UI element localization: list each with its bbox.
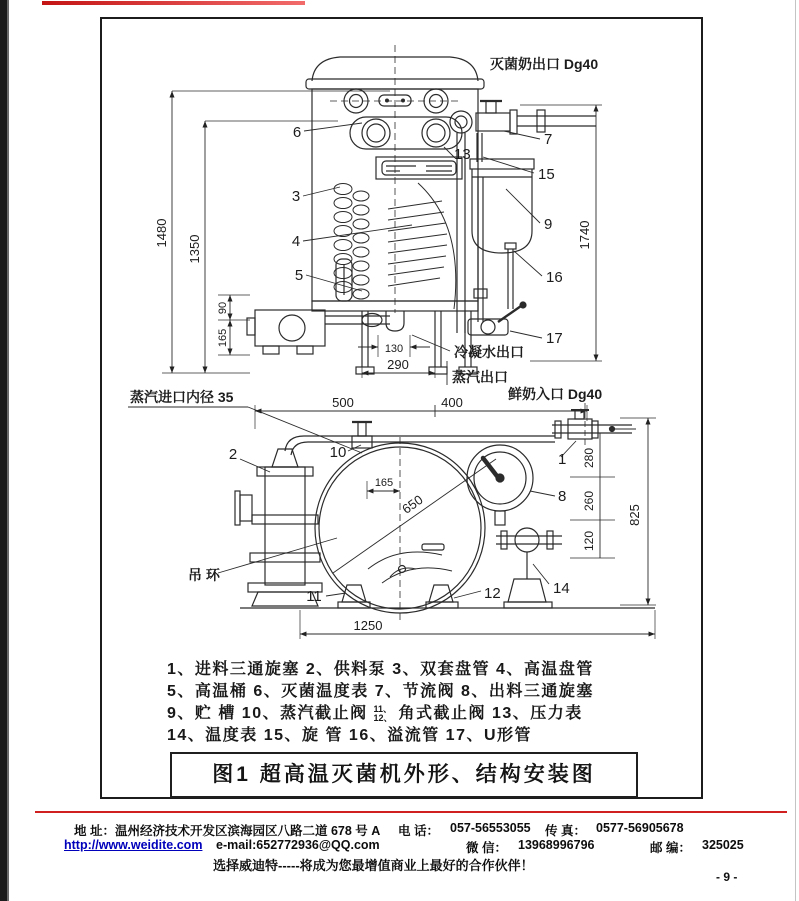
footer-wechat-label: 微 信： [466, 841, 507, 855]
dim-650: 650 [399, 491, 426, 517]
scan-left-strip-edge [7, 0, 9, 901]
part-6: 6 [292, 124, 302, 141]
part-9: 9 [544, 216, 553, 233]
parts-list-line4: 14、温度表 15、旋 管 16、溢流管 17、U形管 [167, 727, 533, 744]
red-highlight-line-top [42, 1, 305, 5]
drum-feet [240, 585, 655, 608]
dim-120: 120 [582, 530, 596, 552]
part-12: 12 [484, 585, 501, 602]
scan-left-strip [0, 0, 7, 901]
footer-zip-value: 325025 [702, 838, 744, 852]
part-16: 16 [546, 269, 563, 286]
part-1: 1 [558, 451, 567, 468]
dim-260: 260 [582, 490, 596, 512]
inner-tube [336, 259, 352, 301]
part-10: 10 [329, 444, 347, 461]
dim-1250: 1250 [353, 618, 383, 633]
figure-caption: 图1 超高温灭菌机外形、结构安装图 [212, 763, 596, 786]
upper-view [154, 45, 602, 385]
dim-1480: 1480 [154, 218, 169, 248]
label-steam-inlet: 蒸汽进口内径 35 [130, 389, 234, 405]
footer-address: 地 址：温州经济技术开发区滨海园区八路二道 678 号 A [74, 824, 381, 838]
dim-165-upper: 165 [217, 328, 229, 348]
drum-front [315, 437, 496, 623]
parts-list-line1: 1、进料三通旋塞 2、供料泵 3、双套盘管 4、高温盘管 [167, 661, 594, 678]
high-temp-coil [388, 183, 456, 309]
label-lifting-ring: 吊 环 [188, 567, 220, 583]
dim-825: 825 [627, 504, 642, 526]
dim-165-lower: 165 [374, 477, 394, 489]
label-steam-outlet: 蒸汽出口 [452, 369, 508, 385]
technical-diagram [100, 17, 699, 657]
dim-90: 90 [217, 301, 229, 315]
u-pipe-valve [468, 302, 526, 335]
supply-pump [235, 449, 322, 606]
part-15: 15 [538, 166, 555, 183]
dim-400: 400 [441, 395, 463, 410]
footer-fax-label: 传 真： [545, 824, 586, 838]
stacked-11-12: 11、 12、 [373, 703, 393, 723]
part-17: 17 [546, 330, 563, 347]
storage-vessel [470, 159, 534, 322]
dim-280: 280 [582, 447, 596, 469]
part-2: 2 [228, 446, 238, 463]
footer-slogan: 选择威迪特-----将成为您最增值商业上最好的合作伙伴！ [213, 858, 534, 873]
part-5: 5 [294, 267, 304, 284]
nameplate [376, 157, 462, 179]
footer-zip-label: 邮 编： [650, 841, 691, 855]
part-13: 13 [454, 146, 471, 163]
label-fresh-milk-inlet: 鲜奶入口 Dg40 [508, 386, 603, 402]
figure-caption-box [170, 752, 638, 798]
label-sterilized-milk-outlet: 灭菌奶出口 Dg40 [490, 56, 599, 72]
pressure-gauge [467, 445, 533, 525]
part-8: 8 [558, 488, 567, 505]
dim-1740: 1740 [577, 220, 592, 250]
dim-500: 500 [332, 395, 354, 410]
parts-list [167, 659, 652, 747]
footer-fax-value: 0577-56905678 [596, 821, 684, 835]
inlet-valve [552, 403, 636, 447]
footer-phone-label: 电 话： [398, 824, 439, 838]
lower-dimensions [300, 418, 656, 639]
footer-website-link[interactable]: http://www.weidite.com [64, 838, 203, 852]
part-3: 3 [291, 188, 301, 205]
scan-right-edge [795, 0, 796, 901]
dim-1350: 1350 [187, 234, 202, 264]
footer-email: e-mail:652772936@QQ.com [216, 838, 380, 852]
part-14: 14 [553, 580, 570, 597]
page-number: - 9 - [716, 870, 738, 884]
dial-plate [350, 117, 462, 149]
dim-290: 290 [387, 357, 409, 372]
label-condensate-outlet: 冷凝水出口 [454, 344, 524, 360]
footer-phone-value: 057-56553055 [450, 821, 531, 835]
footer-wechat-value: 13968996796 [518, 838, 595, 852]
lower-view [128, 386, 656, 639]
part-4: 4 [291, 233, 301, 250]
red-divider-line [35, 811, 787, 813]
part-11: 11 [306, 588, 322, 605]
dim-130: 130 [384, 343, 404, 355]
parts-list-line2: 5、高温桶 6、灭菌温度表 7、节流阀 8、出料三通旋塞 [167, 683, 594, 700]
part-7: 7 [544, 131, 553, 148]
parts-list-line3: 9、贮 槽 10、蒸汽截止阀 11、 12、 角式截止阀 13、压力表 [167, 703, 583, 723]
